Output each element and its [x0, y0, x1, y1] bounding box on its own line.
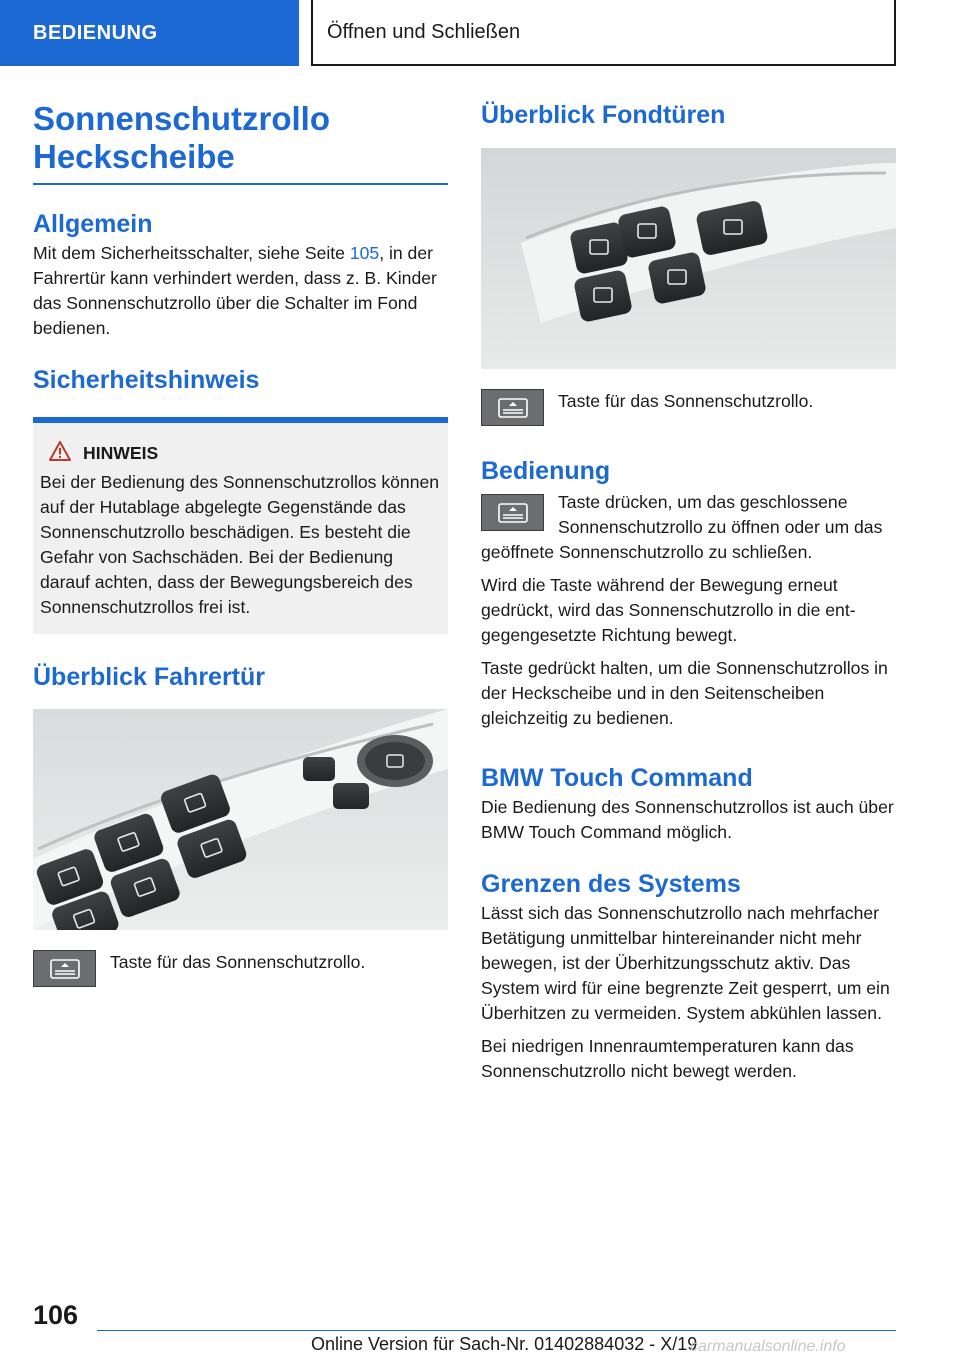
page-title [33, 100, 448, 176]
operation-p1-block [481, 490, 896, 565]
notice-title: HINWEIS [83, 443, 159, 463]
chapter-label: Öffnen und Schließen [327, 20, 521, 43]
footer-online-version: Online Version für Sach-Nr. 01402884032 - X/19 [311, 1334, 698, 1354]
sunblind-button-icon [33, 950, 96, 987]
driver-door-photo [33, 709, 448, 930]
rear-door-photo [481, 148, 896, 369]
watermark: carmanualsonline.info [690, 1338, 846, 1355]
warning-triangle-icon [49, 441, 71, 466]
right-column [481, 100, 896, 1084]
notice-text: Bei der Bedienung des Sonnenschutzrollos können auf der Hutablage abgelegte Gegenstände das Sonnenschutzrollo beschädigen. Es besteht die Gefahr von Sachschäden. Bei der Bedienung darauf achten, dass der Bewegungsbereich des Sonnenschutzrollos frei ist. [40, 472, 440, 617]
limits-p1: Lässt sich das Sonnenschutzrollo nach mehrfacher Betätigung unmittelbar hintereinander nicht mehr bewegen, ist der Überhitzungsschutz aktiv. Das System wird für eine begrenzte Zeit gesperrt, um ein Überhitzen zu vermeiden. System abkühlen lassen. [481, 903, 890, 1023]
page-link-105[interactable]: 105 [349, 243, 380, 263]
notice-head [49, 441, 440, 466]
allgemein-heading: Allgemein [33, 210, 153, 238]
touch-command-heading: BMW Touch Command [481, 764, 753, 792]
safety-heading: Sicherheitshinweis [33, 366, 260, 394]
rear-caption: Taste für das Sonnenschutzrollo. [558, 391, 814, 411]
chapter-header [311, 0, 896, 66]
section-label: BEDIENUNG [33, 21, 158, 44]
allgemein-text-b: , in der Fahrertür kann verhindert werden, dass z. B. Kinder das Sonnenschutzrollo über die Schalter im Fond bedienen. [33, 243, 437, 338]
section-tab [0, 0, 299, 66]
limits-p2: Bei niedrigen Innenraumtemperaturen kann das Sonnenschutzrollo nicht bewegt werden. [481, 1036, 854, 1081]
driver-caption-row [33, 950, 448, 987]
operation-heading: Bedienung [481, 457, 611, 485]
allgemein-text-a: Mit dem Sicherheitsschalter, siehe Seite [33, 243, 350, 263]
page-title-line2: Heckscheibe [33, 138, 235, 175]
driver-door-heading: Überblick Fahrertür [33, 663, 266, 691]
limits-heading: Grenzen des Systems [481, 870, 741, 898]
notice-box [33, 417, 448, 634]
sunblind-button-icon [481, 389, 544, 426]
rear-door-heading: Überblick Fondtüren [481, 101, 726, 129]
touch-command-text: Die Bedienung des Sonnenschutzrollos ist auch über BMW Touch Command möglich. [481, 797, 894, 842]
operation-p1: Taste drücken, um das geschlossene Sonnenschutzrollo zu öffnen oder um das geöffnete Sonnenschutzrollo zu schließen. [481, 492, 883, 562]
footer-rule [97, 1330, 896, 1331]
driver-caption: Taste für das Sonnenschutzrollo. [110, 952, 366, 972]
operation-p3: Taste gedrückt halten, um die Sonnenschutzrollos in der Heckscheibe und in den Seitenscheiben gleichzeitig zu bedienen. [481, 658, 888, 728]
sunblind-button-icon [481, 494, 544, 531]
page-title-line1: Sonnenschutzrollo [33, 100, 330, 137]
allgemein-text [33, 241, 448, 341]
operation-p2: Wird die Taste während der Bewegung erneut gedrückt, wird das Sonnenschutzrollo in die entgegengesetzte Richtung bewegt. [481, 575, 856, 645]
left-column [33, 100, 448, 987]
title-rule [33, 183, 448, 185]
page-number: 106 [33, 1300, 79, 1330]
rear-caption-row [481, 389, 896, 426]
